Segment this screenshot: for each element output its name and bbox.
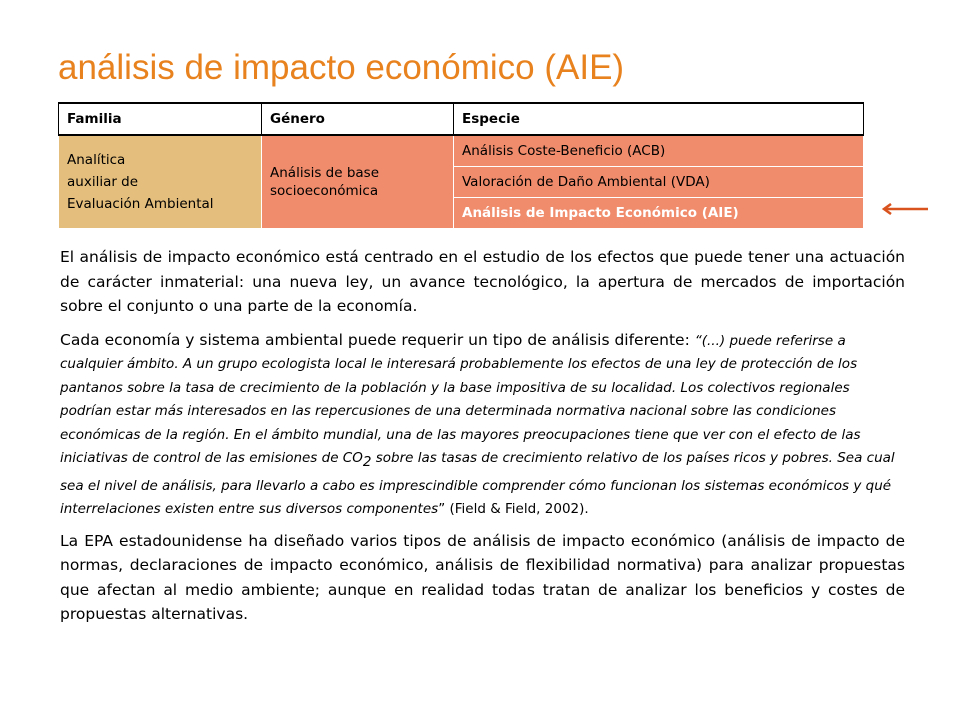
citation: ” (Field & Field, 2002).: [438, 501, 589, 518]
header-especie: Especie: [454, 103, 864, 135]
paragraph-3: La EPA estadounidense ha diseñado varios tipos de análisis de impacto económico (análisis de impacto de normas, declaraciones de impacto económico, análisis de flexibilidad normativa) para analizar propuestas que afectan al medio ambiente; aunque en realidad todas tratan de analizar los beneficios y costes de propuestas alternativas.: [60, 531, 905, 624]
classification-table: [58, 102, 864, 229]
table-header-row: [59, 103, 864, 135]
quote-text-2: sobre las tasas de crecimiento relativo de los países ricos y pobres. Sea cual sea el nivel de análisis, para llevarlo a cabo es imprescindible comprender cómo funcionan los sistemas económicos y qué interrelaciones existen entre sus diversos componentes: [60, 450, 895, 518]
body-text: [60, 245, 905, 637]
especie-cell-vda: Valoración de Daño Ambiental (VDA): [454, 167, 864, 198]
familia-cell: [59, 135, 262, 229]
familia-line: auxiliar de: [67, 174, 139, 190]
header-genero: Género: [262, 103, 454, 135]
table-row: [59, 135, 864, 167]
header-familia: Familia: [59, 103, 262, 135]
familia-line: Analítica: [67, 152, 126, 168]
paragraph-1: El análisis de impacto económico está centrado en el estudio de los efectos que puede tener una actuación de carácter inmaterial: una nueva ley, un avance tecnológico, la apertura de mercados de importación sobre el conjunto o una parte de la economía.: [60, 248, 905, 315]
open-quote: “: [694, 332, 702, 349]
paragraph-2-intro: Cada economía y sistema ambiental puede requerir un tipo de análisis diferente:: [60, 330, 695, 349]
especie-cell-aie: Análisis de Impacto Económico (AIE): [454, 198, 864, 229]
page-title: análisis de impacto económico (AIE): [58, 48, 625, 87]
genero-cell: Análisis de base socioeconómica: [262, 135, 454, 229]
paragraph-2: [60, 329, 905, 521]
familia-line: Evaluación Ambiental: [67, 196, 214, 212]
left-arrow-icon: [880, 203, 930, 215]
quote-text-1: (...) puede referirse a cualquier ámbito. A un grupo ecologista local le interesará probablemente los efectos de una ley de protección de los pantanos sobre la tasa de crecimiento de la población y la base impositiva de su localidad. Los colectivos regionales podrían estar más interesados en las repercusiones de una determinada normativa nacional sobre las condiciones económicas de la región. En el ámbito mundial, una de las mayores preocupaciones tiene que ver con el efecto de las iniciativas de control de las emisiones de CO: [60, 332, 861, 466]
especie-cell-acb: Análisis Coste-Beneficio (ACB): [454, 135, 864, 167]
co2-subscript: 2: [362, 454, 372, 471]
